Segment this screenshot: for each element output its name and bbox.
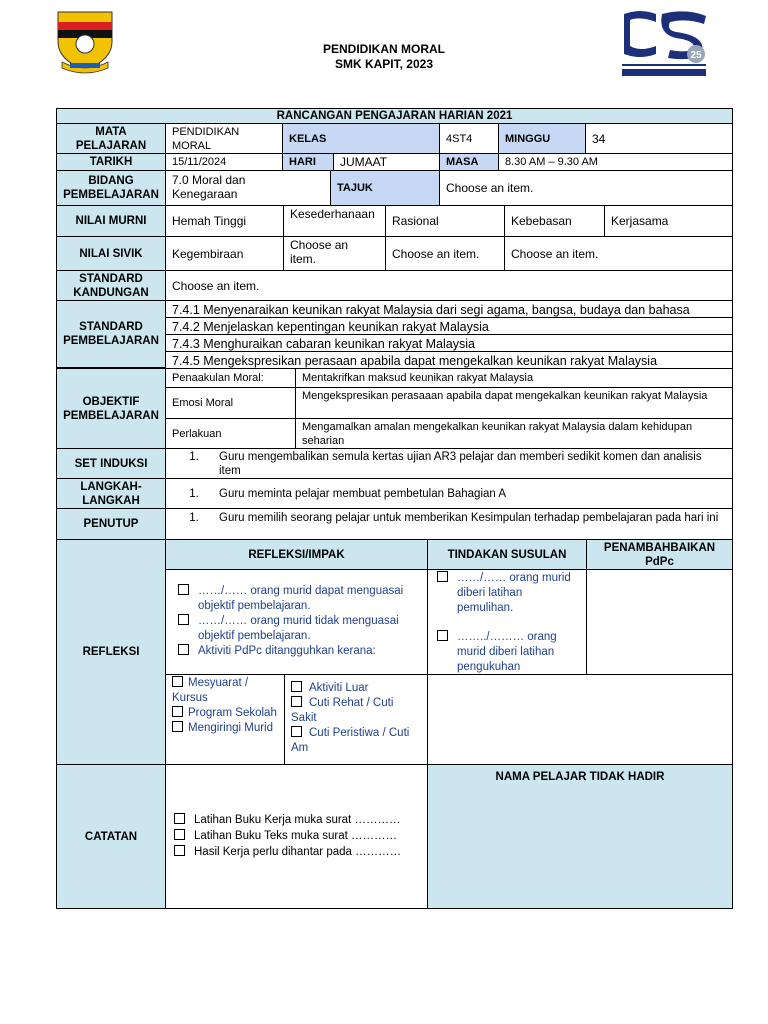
label-refleksi: REFLEKSI [56,539,166,765]
objektif-domain-2: Emosi Moral [165,387,296,419]
sebab-kanan-3[interactable]: Cuti Peristiwa / Cuti Am [291,727,410,754]
nilai-murni-1[interactable]: Hemah Tinggi [165,205,284,237]
nilai-sivik-4[interactable]: Choose an item. [504,236,733,271]
value-minggu[interactable]: 34 [585,123,733,154]
value-hari[interactable]: JUMAAT [333,153,440,171]
nilai-murni-2[interactable]: Kesederhanaan [283,205,386,237]
checkbox-icon[interactable] [178,584,189,595]
objektif-domain-3: Perlakuan [165,418,296,449]
refleksi-impak-cell [165,569,428,675]
absent-students-head: NAMA PELAJAR TIDAK HADIR [495,771,665,783]
label-kelas: KELAS [282,123,440,154]
sebab-kiri-1[interactable]: Mesyuarat / Kursus [172,677,249,704]
label-objektif: OBJEKTIF PEMBELAJARAN [56,368,166,449]
sebab-kiri-3[interactable]: Mengiringi Murid [172,721,278,736]
label-hari: HARI [282,153,334,171]
label-standard-kandungan: STANDARD KANDUNGAN [56,270,166,301]
value-tarikh[interactable]: 15/11/2024 [165,153,283,171]
sp-item-2[interactable]: 7.4.2 Menjelaskan kepentingan keunikan rakyat Malaysia [165,317,733,335]
document-header [0,42,768,72]
tindakan-item-2[interactable]: ……../……… orang murid diberi latihan pengukuhan [437,630,580,675]
label-standard-pembelajaran: STANDARD PEMBELAJARAN [56,300,166,368]
set-induksi-text: 1. Guru mengembalikan semula kertas ujian AR3 pelajar dan memberi sedikit komen dan analisis item [202,450,726,478]
svg-text:25: 25 [690,50,702,61]
checkbox-icon[interactable] [437,571,448,582]
value-masa[interactable]: 8.30 AM – 9.30 AM [498,153,733,171]
checkbox-icon[interactable] [172,721,183,732]
set-induksi-cell[interactable] [165,448,733,479]
checkbox-icon[interactable] [178,644,189,655]
sp-item-3[interactable]: 7.4.3 Menghuraikan cabaran keunikan rakyat Malaysia [165,334,733,352]
nilai-murni-3[interactable]: Rasional [385,205,505,237]
catatan-item-1[interactable]: Latihan Buku Kerja muka surat ………… [174,812,421,828]
nilai-sivik-2[interactable]: Choose an item. [283,236,386,271]
objektif-domain-1: Penaakulan Moral: [165,368,296,388]
impak-item-3[interactable]: Aktiviti PdPc ditangguhkan kerana: [178,644,421,659]
sebab-extra-cell[interactable] [427,674,733,765]
sebab-kanan-cell [284,674,428,765]
checkbox-icon[interactable] [291,726,302,737]
penambahbaikan-cell[interactable] [586,569,733,675]
head-penambahbaikan: PENAMBAHBAIKAN PdPc [586,539,733,570]
nilai-murni-5[interactable]: Kerjasama [604,205,733,237]
head-tindakan-susulan: TINDAKAN SUSULAN [427,539,587,570]
checkbox-icon[interactable] [174,829,185,840]
sp-item-4[interactable]: 7.4.5 Mengekspresikan perasaan apabila dapat mengekalkan keunikan rakyat Malaysia [165,351,733,369]
checkbox-icon[interactable] [437,630,448,641]
label-bidang: BIDANG PEMBELAJARAN [56,170,166,206]
catatan-cell [165,764,428,909]
checkbox-icon[interactable] [291,696,302,707]
label-masa: MASA [439,153,499,171]
objektif-text-3[interactable]: Mengamalkan amalan mengekalkan keunikan rakyat Malaysia dalam kehidupan seharian [295,418,733,449]
label-penutup: PENUTUP [56,508,166,540]
sebab-kanan-2[interactable]: Cuti Rehat / Cuti Sakit [291,697,394,724]
sebab-kiri-cell [165,674,285,765]
nilai-sivik-1[interactable]: Kegembiraan [165,236,284,271]
value-standard-kandungan[interactable]: Choose an item. [165,270,733,301]
tindakan-susulan-cell [427,569,587,675]
impak-item-1[interactable]: ……/…… orang murid dapat menguasai objektif pembelajaran. [178,584,421,614]
checkbox-icon[interactable] [291,681,302,692]
value-mata-pelajaran[interactable]: PENDIDIKAN MORAL [165,123,283,154]
value-bidang[interactable]: 7.0 Moral dan Kenegaraan [165,170,331,206]
label-tajuk: TAJUK [330,170,440,206]
objektif-text-2[interactable]: Mengekspresikan perasaaan apabila dapat mengekalkan keunikan rakyat Malaysia [295,387,733,419]
label-minggu: MINGGU [498,123,586,154]
checkbox-icon[interactable] [178,614,189,625]
langkah-text: 1. Guru meminta pelajar membuat pembetulan Bahagian A [202,487,506,501]
sebab-kanan-1[interactable]: Aktiviti Luar [291,681,421,696]
table-title: RANCANGAN PENGAJARAN HARIAN 2021 [56,108,733,124]
nilai-murni-4[interactable]: Kebebasan [504,205,605,237]
label-langkah: LANGKAH-LANGKAH [56,478,166,509]
sp-item-1[interactable]: 7.4.1 Menyenaraikan keunikan rakyat Malaysia dari segi agama, bangsa, budaya dan bahasa [165,300,733,318]
label-mata-pelajaran: MATA PELAJARAN [56,123,166,154]
checkbox-icon[interactable] [174,845,185,856]
absent-students-cell[interactable] [427,764,733,909]
objektif-text-1[interactable]: Mentakrifkan maksud keunikan rakyat Malaysia [295,368,733,388]
penutup-text: 1. Guru memilih seorang pelajar untuk memberikan Kesimpulan terhadap pembelajaran pada hari ini [202,511,726,525]
label-nilai-murni: NILAI MURNI [56,205,166,237]
tindakan-item-1[interactable]: ……/…… orang murid diberi latihan pemulihan. [437,571,580,616]
sebab-kiri-2[interactable]: Program Sekolah [172,706,278,721]
penutup-cell[interactable] [165,508,733,540]
label-tarikh: TARIKH [56,153,166,171]
impak-item-2[interactable]: ……/…… orang murid tidak menguasai objektif pembelajaran. [178,614,421,644]
nilai-sivik-3[interactable]: Choose an item. [385,236,505,271]
label-nilai-sivik: NILAI SIVIK [56,236,166,271]
langkah-cell[interactable] [165,478,733,509]
checkbox-icon[interactable] [172,706,183,717]
header-subject: PENDIDIKAN MORAL [323,42,445,56]
catatan-item-3[interactable]: Hasil Kerja perlu dihantar pada ………… [174,844,421,860]
value-tajuk[interactable]: Choose an item. [439,170,733,206]
header-school: SMK KAPIT, 2023 [334,57,434,71]
checkbox-icon[interactable] [174,813,185,824]
label-catatan: CATATAN [56,764,166,909]
catatan-item-2[interactable]: Latihan Buku Teks muka surat ………… [174,828,421,844]
head-refleksi-impak: REFLEKSI/IMPAK [165,539,428,570]
label-set-induksi: SET INDUKSI [56,448,166,479]
value-kelas[interactable]: 4ST4 [439,123,499,154]
checkbox-icon[interactable] [172,676,183,687]
